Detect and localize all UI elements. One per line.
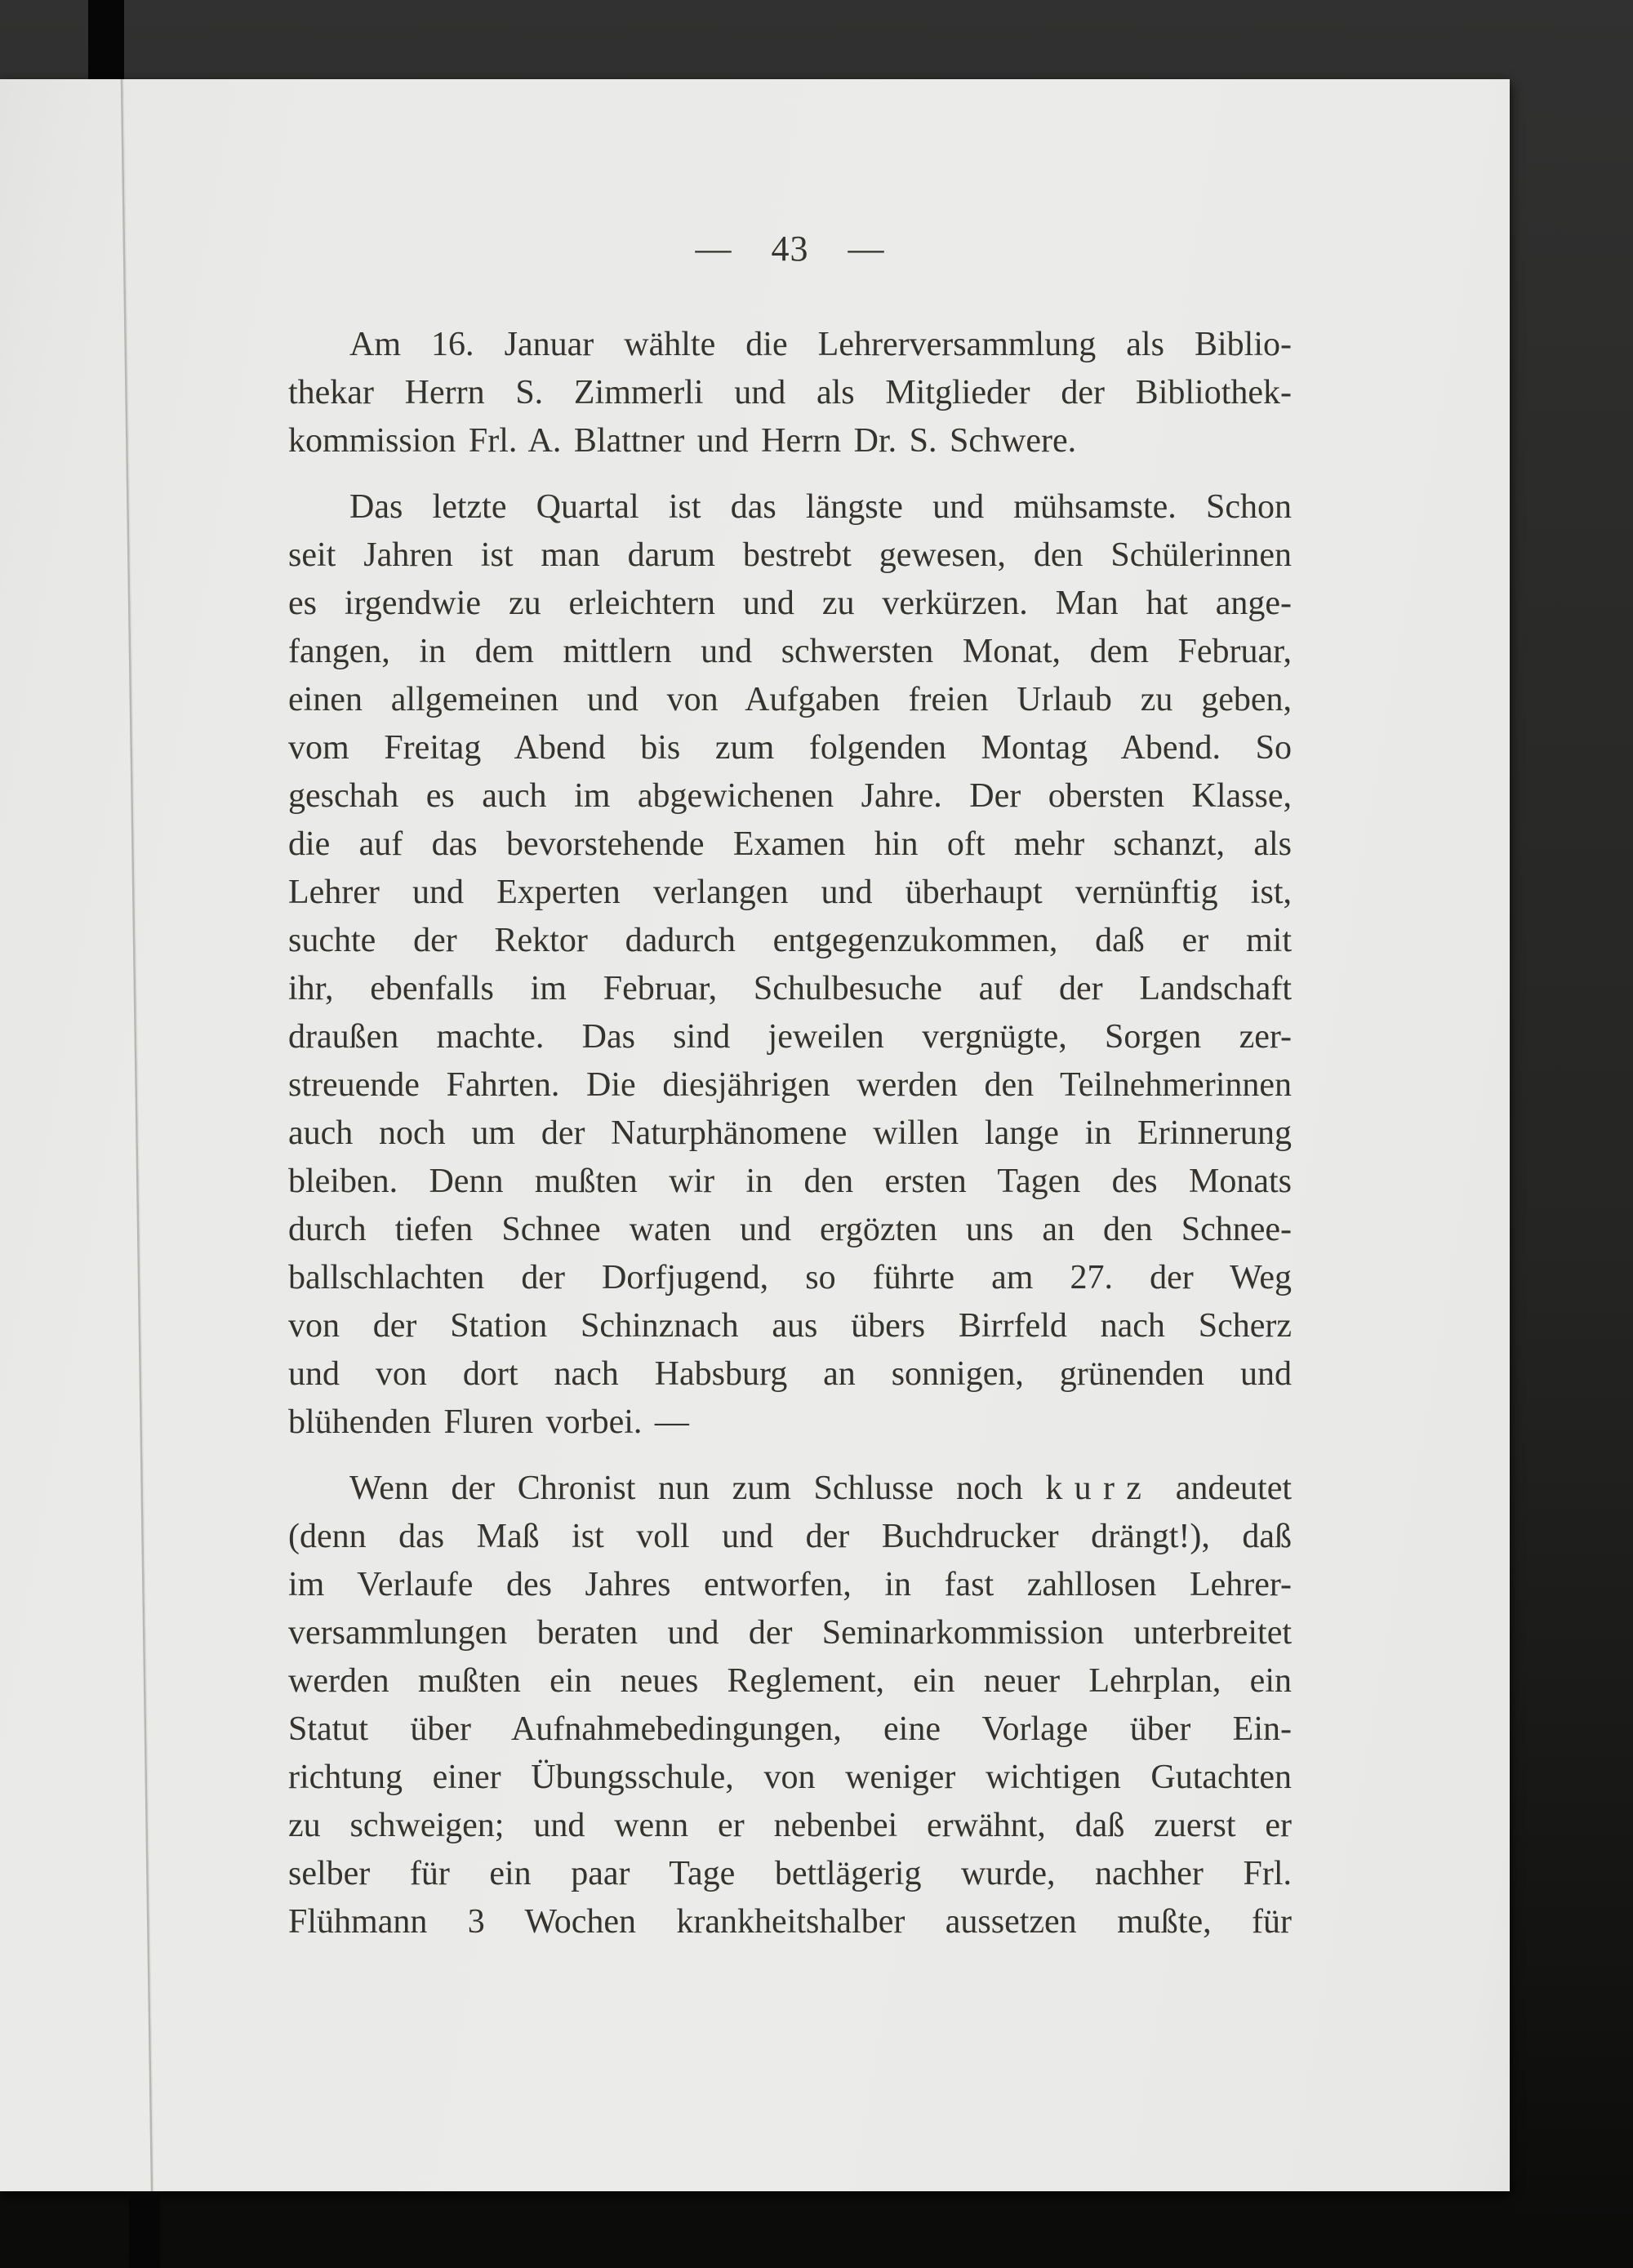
page-text bbox=[288, 321, 1292, 1946]
text-line: streuende Fahrten. Die diesjährigen werden den Teilnehmerinnen bbox=[288, 1066, 1292, 1104]
edge-text-fragment bbox=[0, 1712, 14, 1753]
text-line: kommission Frl. A. Blattner und Herrn Dr. S. Schwere. bbox=[288, 422, 1077, 460]
edge-text-fragment bbox=[0, 1818, 14, 1859]
paragraph bbox=[288, 1465, 1292, 1946]
text-line: versammlungen beraten und der Seminarkommission unterbreitet bbox=[288, 1614, 1292, 1652]
text-line: thekar Herrn S. Zimmerli und als Mitglieder der Bibliothek- bbox=[288, 374, 1292, 411]
text-line: zu schweigen; und wenn er nebenbei erwähnt, daß zuerst er bbox=[288, 1807, 1292, 1844]
text-line: blühenden Fluren vorbei. — bbox=[288, 1403, 689, 1441]
text-line: Statut über Aufnahmebedingungen, eine Vorlage über Ein- bbox=[288, 1710, 1292, 1748]
edge-text-fragment bbox=[0, 1769, 14, 1810]
text-line: (denn das Maß ist voll und der Buchdrucker drängt!), daß bbox=[288, 1518, 1292, 1555]
scanner-notch-bottom bbox=[129, 2191, 160, 2268]
text-line: einen allgemeinen und von Aufgaben freien Urlaub zu geben, bbox=[288, 681, 1292, 718]
text-line: Am 16. Januar wählte die Lehrerversammlung als Biblio- bbox=[349, 326, 1292, 363]
text-line: Wenn der Chronist nun zum Schlusse noch kurz andeutet bbox=[349, 1470, 1293, 1507]
text-line: Flühmann 3 Wochen krankheitshalber aussetzen mußte, für bbox=[288, 1903, 1292, 1941]
text-line: bleiben. Denn mußten wir in den ersten Tagen des Monats bbox=[288, 1163, 1292, 1200]
text-line: geschah es auch im abgewichenen Jahre. Der obersten Klasse, bbox=[288, 777, 1292, 815]
scanner-notch-top bbox=[88, 0, 124, 81]
text-line: die auf das bevorstehende Examen hin oft mehr schanzt, als bbox=[288, 825, 1292, 863]
text-line: im Verlaufe des Jahres entworfen, in fast zahllosen Lehrer- bbox=[288, 1566, 1292, 1603]
edge-text-fragment bbox=[0, 1863, 14, 1904]
text-line: fangen, in dem mittlern und schwersten Monat, dem Februar, bbox=[288, 633, 1292, 670]
text-line: es irgendwie zu erleichtern und zu verkürzen. Man hat ange- bbox=[288, 585, 1292, 622]
letterspaced-word: kurz bbox=[1045, 1470, 1154, 1507]
text-line: seit Jahren ist man darum bestrebt gewesen, den Schülerinnen bbox=[288, 536, 1292, 574]
paragraph bbox=[288, 321, 1292, 465]
paragraph bbox=[288, 483, 1292, 1447]
text-line: draußen machte. Das sind jeweilen vergnügte, Sorgen zer- bbox=[288, 1018, 1292, 1056]
page-number-header: — 43 — bbox=[695, 229, 885, 269]
page-fold-crease bbox=[0, 79, 212, 2191]
text-line: von der Station Schinznach aus übers Birrfeld nach Scherz bbox=[288, 1307, 1292, 1345]
text-line: durch tiefen Schnee waten und ergözten uns an den Schnee- bbox=[288, 1211, 1292, 1248]
text-line: Lehrer und Experten verlangen und überhaupt vernünftig ist, bbox=[288, 874, 1292, 911]
text-line: ballschlachten der Dorfjugend, so führte am 27. der Weg bbox=[288, 1259, 1292, 1296]
text-line: vom Freitag Abend bis zum folgenden Montag Abend. So bbox=[288, 729, 1292, 767]
text-line: Das letzte Quartal ist das längste und mühsamste. Schon bbox=[349, 488, 1292, 526]
text-line: ihr, ebenfalls im Februar, Schulbesuche auf der Landschaft bbox=[288, 970, 1292, 1007]
text-line: werden mußten ein neues Reglement, ein neuer Lehrplan, ein bbox=[288, 1662, 1292, 1700]
text-line: suchte der Rektor dadurch entgegenzukommen, daß er mit bbox=[288, 922, 1292, 959]
text-line: und von dort nach Habsburg an sonnigen, grünenden und bbox=[288, 1355, 1292, 1393]
text-line: selber für ein paar Tage bettlägerig wurde, nachher Frl. bbox=[288, 1855, 1292, 1892]
text-line: auch noch um der Naturphänomene willen lange in Erinnerung bbox=[288, 1114, 1292, 1152]
book-page bbox=[0, 79, 1510, 2191]
text-line: richtung einer Übungsschule, von weniger wichtigen Gutachten bbox=[288, 1759, 1292, 1796]
